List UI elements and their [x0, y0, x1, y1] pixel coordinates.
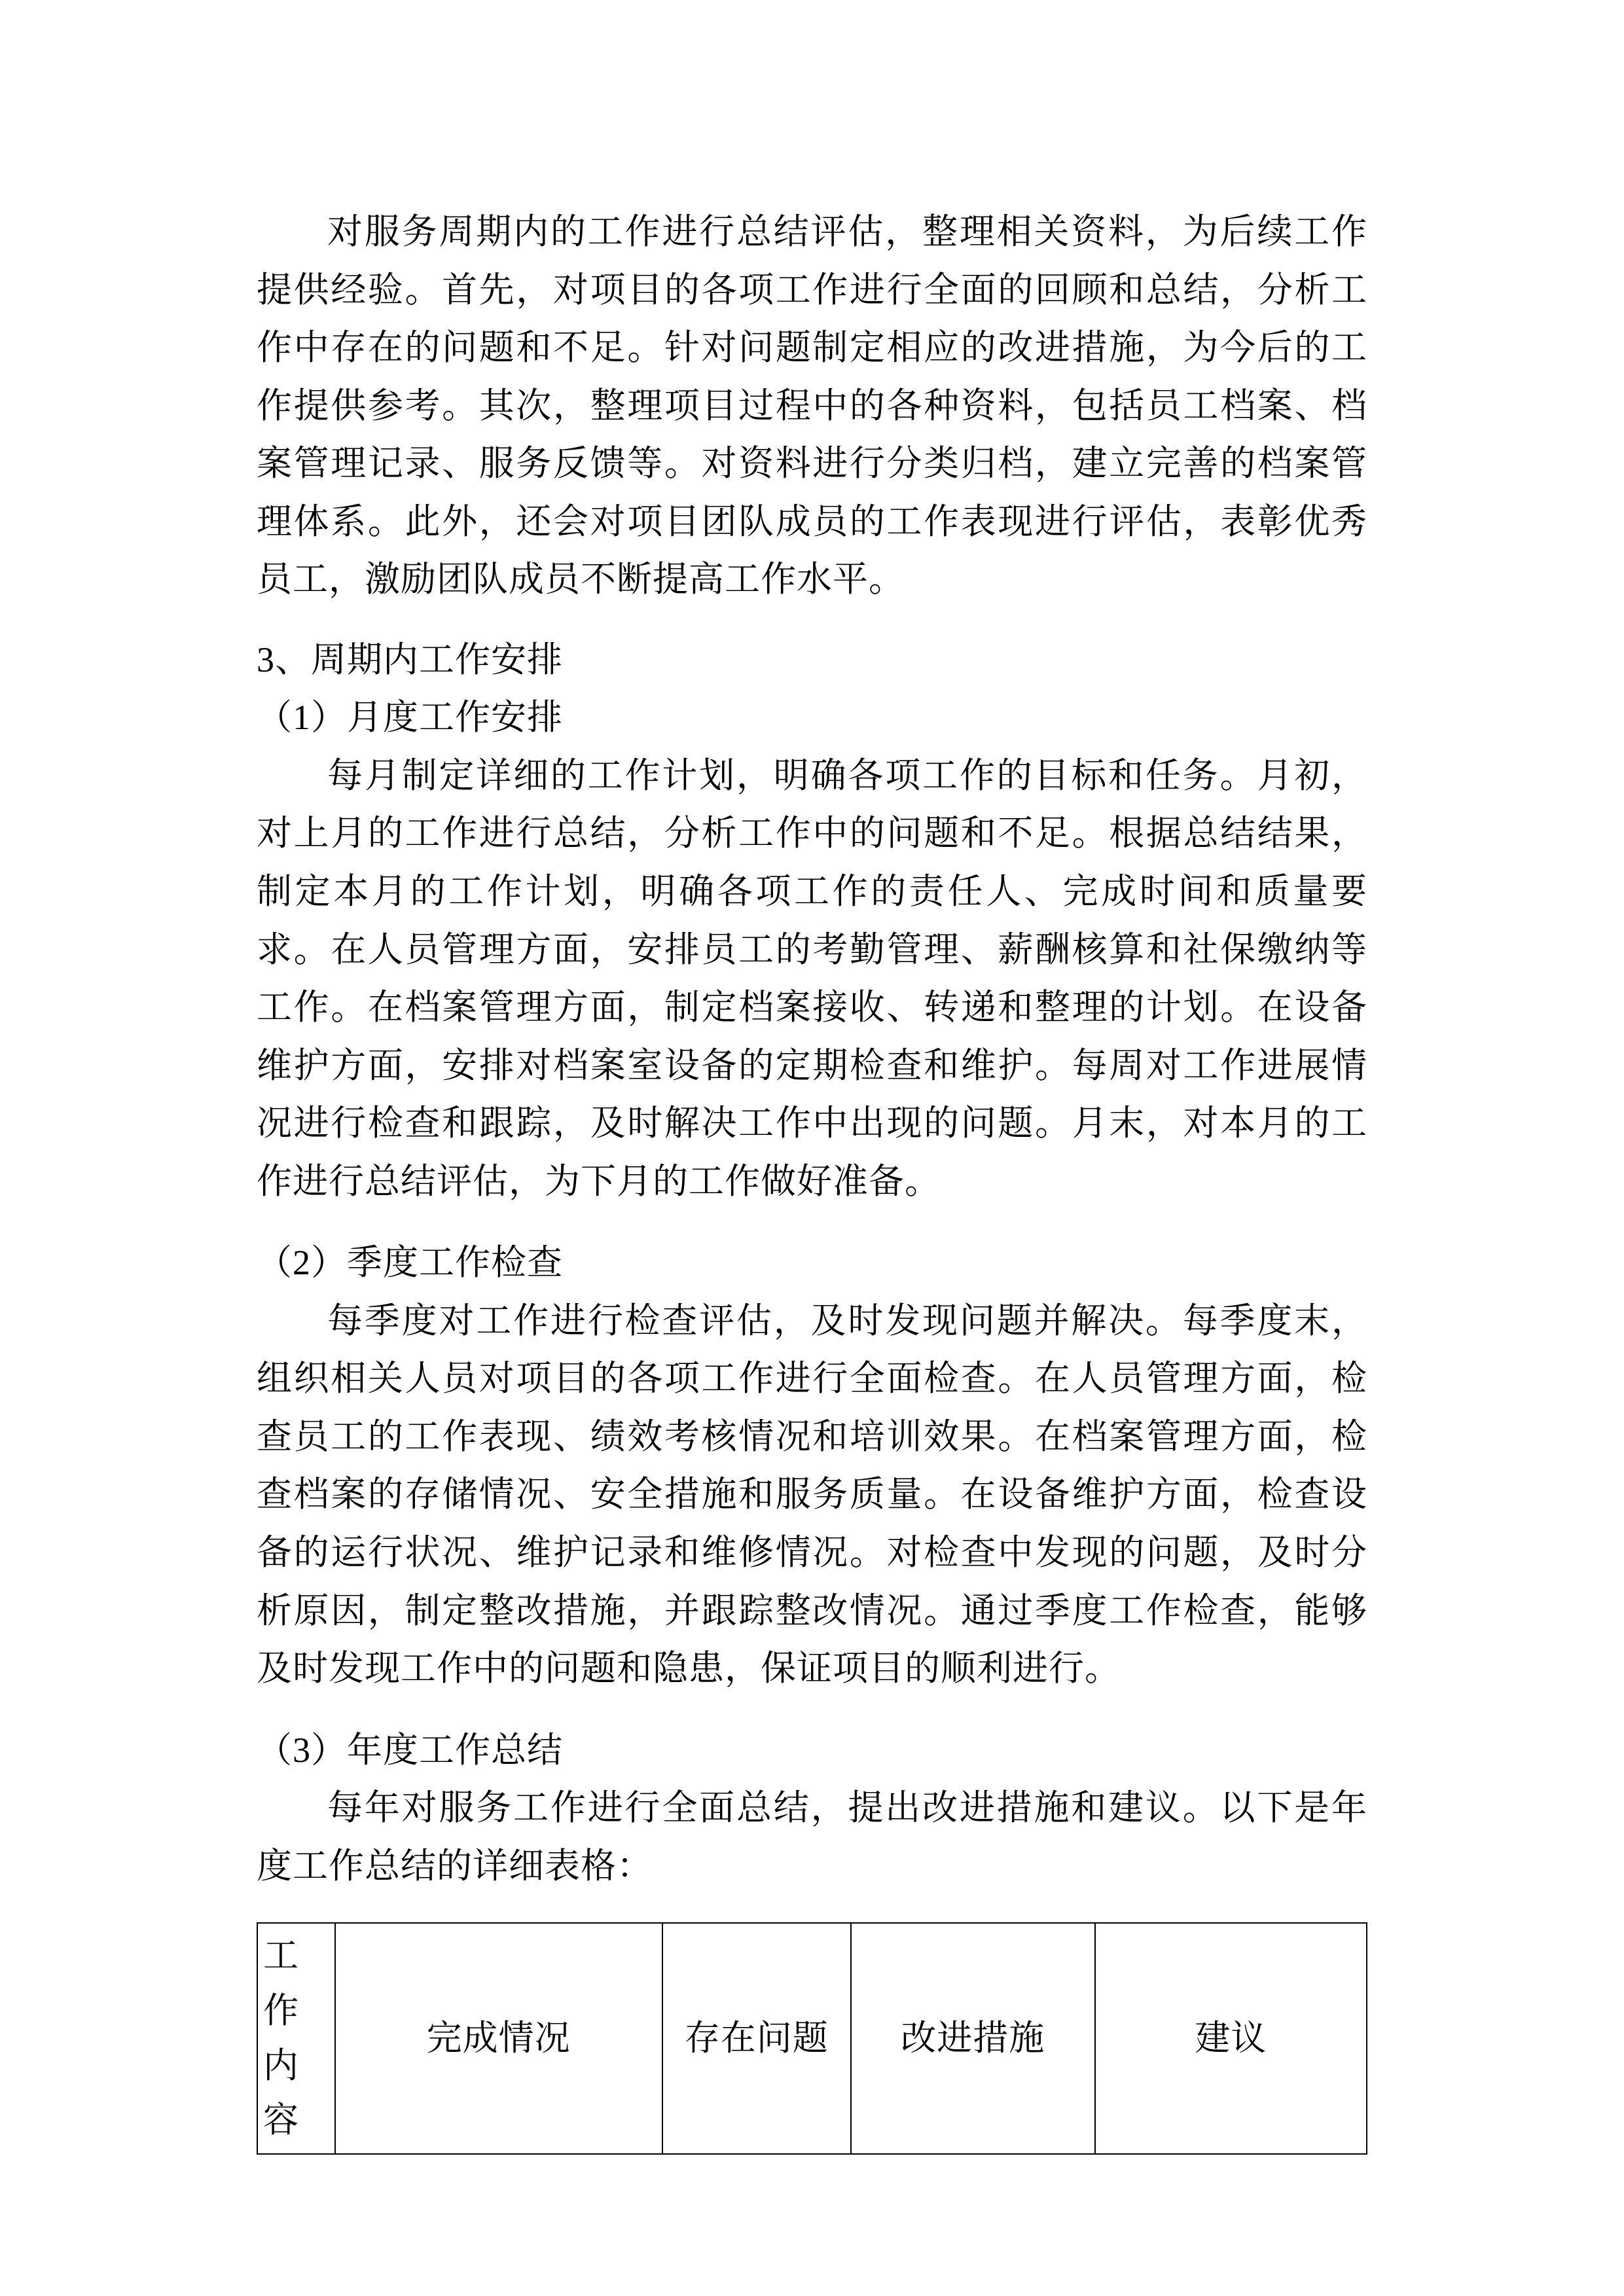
table-header-cell-improvements: 改进措施	[851, 1923, 1095, 2154]
subsection-3-heading: （3）年度工作总结	[257, 1730, 563, 1770]
annual-summary-table	[257, 1922, 1367, 2155]
quarterly-check-paragraph: 每季度对工作进行检查评估，及时发现问题并解决。每季度末，组织相关人员对项目的各项工作进行全面检查。在人员管理方面，检查员工的工作表现、绩效考核情况和培训效果。在档案管理方面，检查档案的存储情况、安全措施和服务质量。在设备维护方面，检查设备的运行状况、维护记录和维修情况。对检查中发现的问题，及时分析原因，制定整改措施，并跟踪整改情况。通过季度工作检查，能够及时发现工作中的问题和隐患，保证项目的顺利进行。	[257, 1300, 1367, 1689]
table-header-row	[257, 1923, 1367, 2154]
table-header-cell-problems: 存在问题	[662, 1923, 851, 2154]
annual-summary-paragraph: 每年对服务工作进行全面总结，提出改进措施和建议。以下是年度工作总结的详细表格：	[257, 1788, 1367, 1886]
table-header-cell-completion: 完成情况	[335, 1923, 662, 2154]
subsection-2-heading: （2）季度工作检查	[257, 1243, 563, 1283]
section-3-heading: 3、周期内工作安排	[257, 639, 563, 679]
subsection-1-heading: （1）月度工作安排	[257, 698, 563, 738]
intro-paragraph: 对服务周期内的工作进行总结评估，整理相关资料，为后续工作提供经验。首先，对项目的各项工作进行全面的回顾和总结，分析工作中存在的问题和不足。针对问题制定相应的改进措施，为今后的工作提供参考。其次，整理项目过程中的各种资料，包括员工档案、档案管理记录、服务反馈等。对资料进行分类归档，建立完善的档案管理体系。此外，还会对项目团队成员的工作表现进行评估，表彰优秀员工，激励团队成员不断提高工作水平。	[257, 212, 1367, 600]
table-header-cell-work-content: 工作内容	[257, 1923, 335, 2154]
monthly-plan-paragraph: 每月制定详细的工作计划，明确各项工作的目标和任务。月初，对上月的工作进行总结，分析工作中的问题和不足。根据总结结果，制定本月的工作计划，明确各项工作的责任人、完成时间和质量要求。在人员管理方面，安排员工的考勤管理、薪酬核算和社保缴纳等工作。在档案管理方面，制定档案接收、转递和整理的计划。在设备维护方面，安排对档案室设备的定期检查和维护。每周对工作进展情况进行检查和跟踪，及时解决工作中出现的问题。月末，对本月的工作进行总结评估，为下月的工作做好准备。	[257, 755, 1367, 1201]
table-header-cell-suggestions: 建议	[1095, 1923, 1367, 2154]
